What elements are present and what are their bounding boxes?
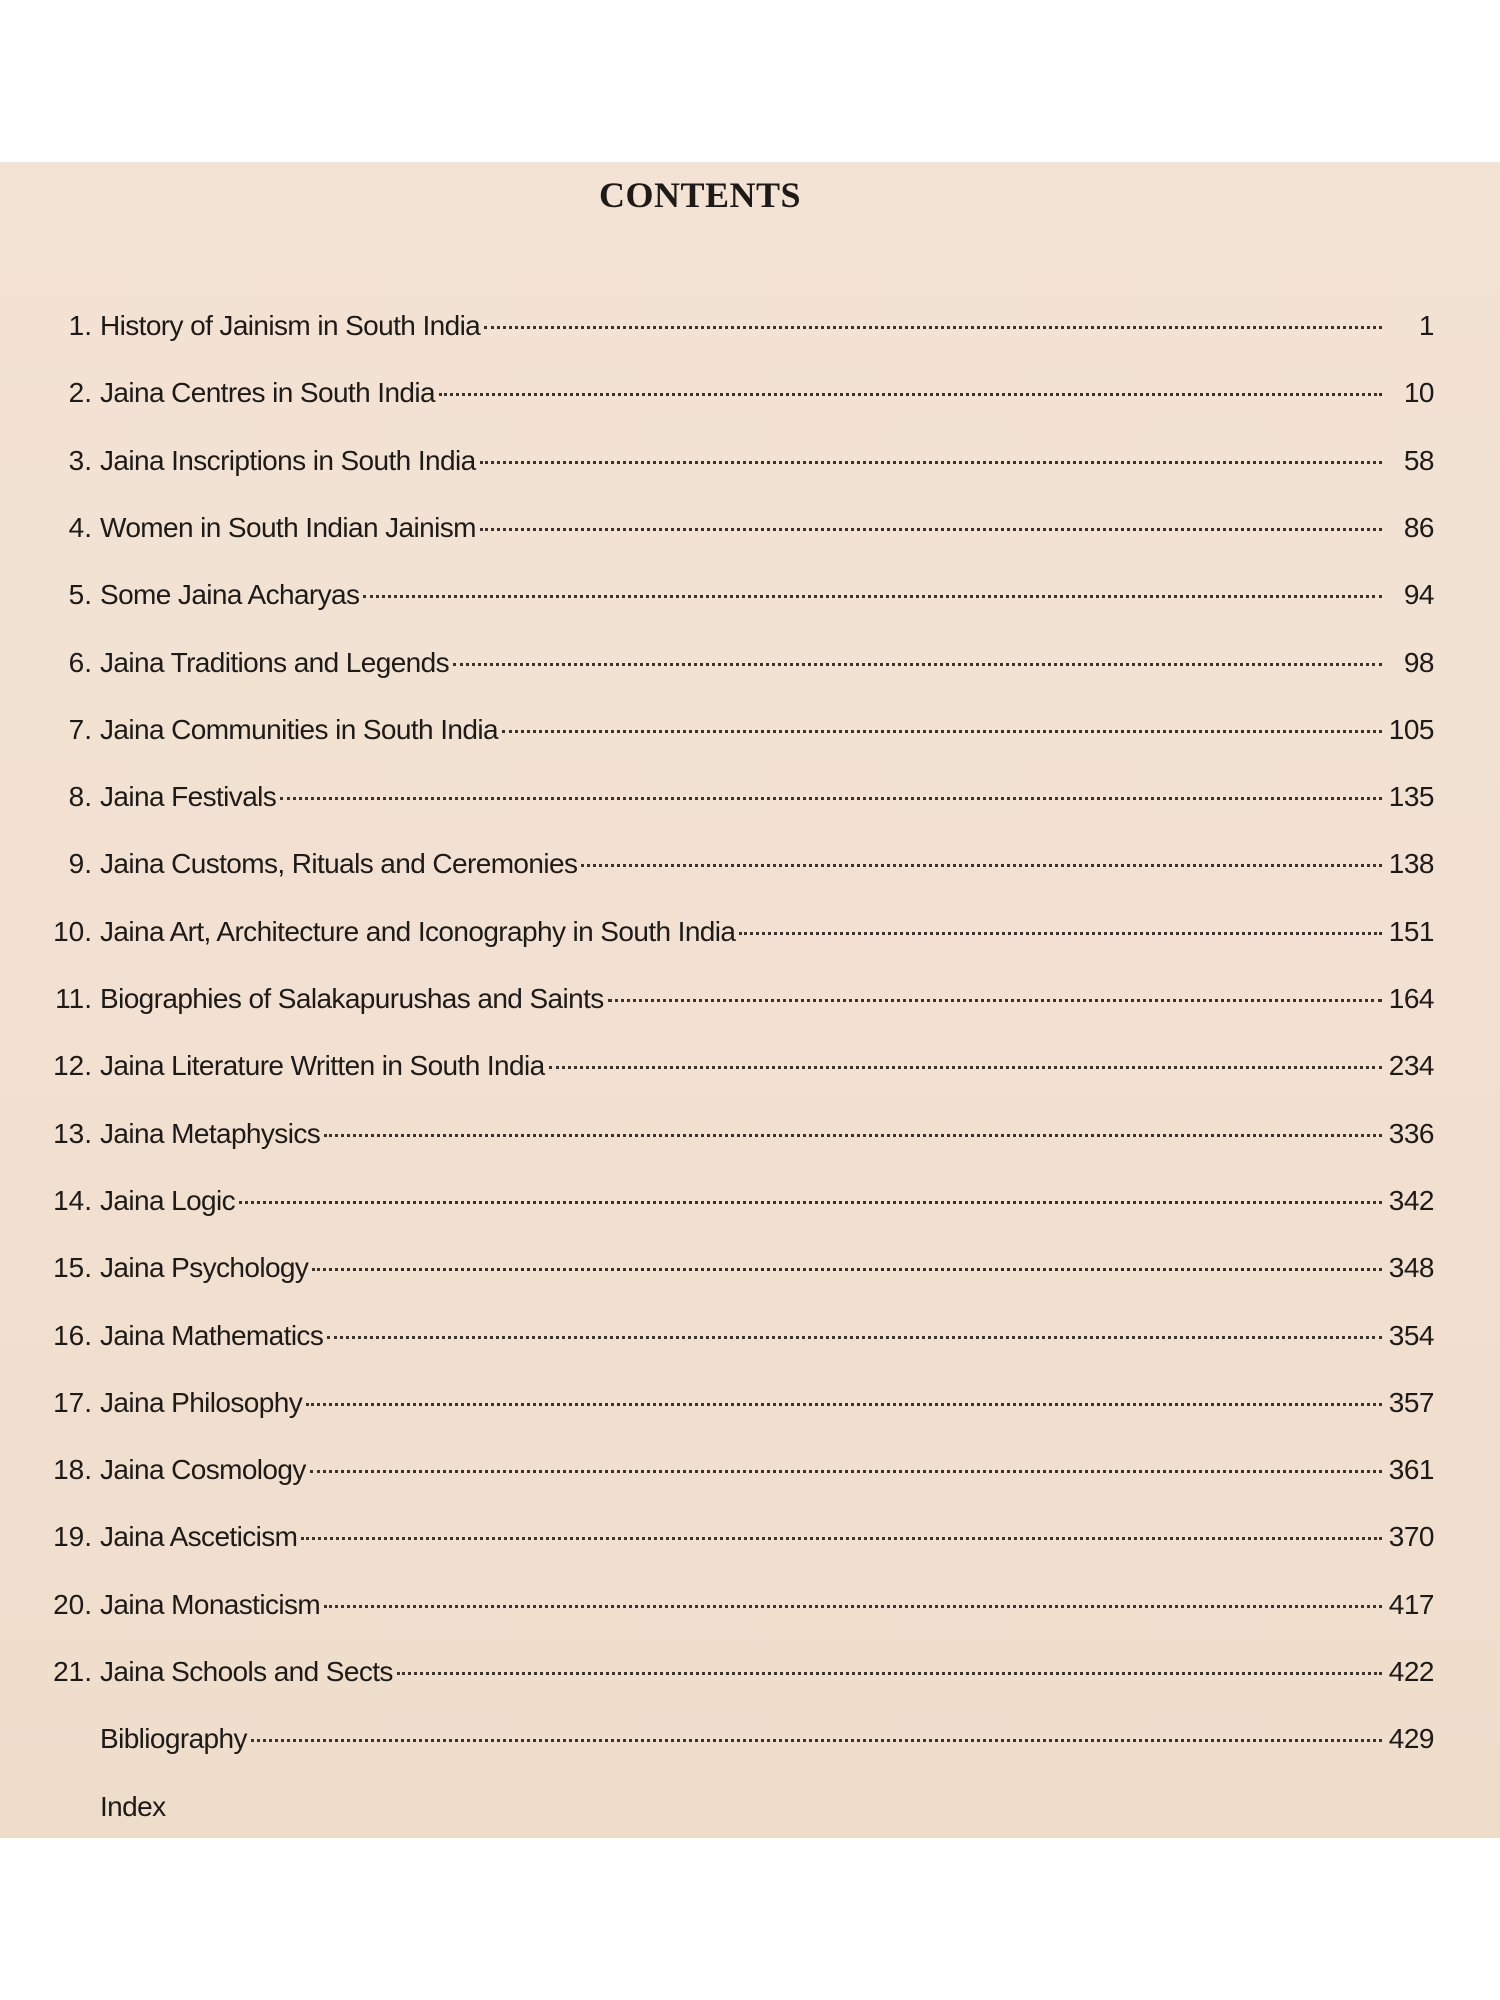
toc-entry-title: Biographies of Salakapurushas and Saints xyxy=(100,983,604,1014)
toc-entry xyxy=(0,781,1500,829)
toc-entry-title: Women in South Indian Jainism xyxy=(100,512,476,543)
toc-entry-number: 3. xyxy=(68,445,92,476)
toc-entry-page-number: 429 xyxy=(1388,1723,1434,1754)
page-title: CONTENTS xyxy=(598,175,802,215)
dot-leader xyxy=(306,1403,1382,1406)
dot-leader xyxy=(327,1336,1382,1339)
toc-entry-page-number: 422 xyxy=(1388,1656,1434,1687)
toc-entry xyxy=(0,848,1500,896)
dot-leader xyxy=(484,326,1382,329)
toc-entry xyxy=(0,1656,1500,1704)
toc-entry xyxy=(0,983,1500,1031)
toc-entry-title: Jaina Festivals xyxy=(100,781,277,812)
dot-leader xyxy=(502,730,1382,733)
toc-entry-title: Jaina Psychology xyxy=(100,1252,309,1283)
toc-entry-title: Jaina Customs, Rituals and Ceremonies xyxy=(100,848,578,879)
toc-entry-title: Jaina Communities in South India xyxy=(100,714,498,745)
scanned-page xyxy=(0,162,1500,1838)
dot-leader xyxy=(480,461,1382,464)
toc-entry xyxy=(0,1050,1500,1098)
toc-entry xyxy=(0,916,1500,964)
toc-entry-title: Jaina Literature Written in South India xyxy=(100,1050,545,1081)
toc-entry-title: Some Jaina Acharyas xyxy=(100,579,360,610)
toc-entry xyxy=(0,377,1500,425)
toc-entry-page-number: 354 xyxy=(1388,1320,1434,1351)
toc-entry-page-number: 1 xyxy=(1418,310,1434,341)
dot-leader xyxy=(363,595,1382,598)
toc-entry-page-number: 348 xyxy=(1388,1252,1434,1283)
dot-leader xyxy=(581,864,1382,867)
toc-entry-title: Jaina Schools and Sects xyxy=(100,1656,393,1687)
toc-entry-number: 21. xyxy=(53,1656,92,1687)
toc-entry-number: 1. xyxy=(68,310,92,341)
toc-entry-number: 15. xyxy=(53,1252,92,1283)
toc-entry xyxy=(0,1521,1500,1569)
toc-entry xyxy=(0,714,1500,762)
toc-entry-page-number: 98 xyxy=(1403,647,1434,678)
toc-entry-page-number: 105 xyxy=(1388,714,1434,745)
toc-entry xyxy=(0,445,1500,493)
toc-entry xyxy=(0,1454,1500,1502)
dot-leader xyxy=(324,1605,1382,1608)
toc-entry-number: 14. xyxy=(53,1185,92,1216)
toc-entry-title: Jaina Asceticism xyxy=(100,1521,298,1552)
toc-entry-number: 19. xyxy=(53,1521,92,1552)
toc-entry-page-number: 151 xyxy=(1388,916,1434,947)
toc-entry-page-number: 135 xyxy=(1388,781,1434,812)
toc-entry xyxy=(0,310,1500,358)
toc-entry-page-number: 164 xyxy=(1388,983,1434,1014)
toc-entry-number: 7. xyxy=(68,714,92,745)
toc-entry-title: Jaina Art, Architecture and Iconography in South India xyxy=(100,916,736,947)
toc-entry-number: 20. xyxy=(53,1589,92,1620)
toc-entry xyxy=(0,1387,1500,1435)
toc-entry xyxy=(0,1320,1500,1368)
toc-entry-number: 17. xyxy=(53,1387,92,1418)
toc-entry-page-number: 138 xyxy=(1388,848,1434,879)
dot-leader xyxy=(453,663,1382,666)
toc-entry-title: Jaina Mathematics xyxy=(100,1320,324,1351)
toc-entry-page-number: 86 xyxy=(1403,512,1434,543)
toc-entry-title: Jaina Monasticism xyxy=(100,1589,321,1620)
dot-leader xyxy=(301,1537,1382,1540)
toc-entry-number: 11. xyxy=(55,983,92,1014)
dot-leader xyxy=(439,393,1382,396)
toc-entry-title: Index xyxy=(100,1791,166,1822)
toc-entry-page-number: 370 xyxy=(1388,1521,1434,1552)
toc-entry-number: 9. xyxy=(68,848,92,879)
dot-leader xyxy=(280,797,1382,800)
dot-leader xyxy=(312,1268,1382,1271)
dot-leader xyxy=(324,1134,1382,1137)
toc-entry-page-number: 342 xyxy=(1388,1185,1434,1216)
toc-entry xyxy=(0,1118,1500,1166)
toc-entry-page-number: 58 xyxy=(1403,445,1434,476)
toc-entry xyxy=(0,1252,1500,1300)
toc-entry-title: Jaina Inscriptions in South India xyxy=(100,445,476,476)
dot-leader xyxy=(239,1201,1382,1204)
toc-entry xyxy=(0,1791,1500,1839)
toc-entry-page-number: 234 xyxy=(1388,1050,1434,1081)
toc-entry-title: Jaina Metaphysics xyxy=(100,1118,321,1149)
dot-leader xyxy=(739,932,1382,935)
toc-entry-number: 13. xyxy=(53,1118,92,1149)
toc-entry-number: 6. xyxy=(68,647,92,678)
toc-entry-number: 4. xyxy=(68,512,92,543)
toc-entry-number: 8. xyxy=(68,781,92,812)
dot-leader xyxy=(480,528,1382,531)
dot-leader xyxy=(549,1066,1382,1069)
toc-entry-title: Jaina Cosmology xyxy=(100,1454,306,1485)
dot-leader xyxy=(310,1470,1382,1473)
dot-leader xyxy=(608,999,1382,1002)
toc-entry-number: 5. xyxy=(68,579,92,610)
toc-entry xyxy=(0,579,1500,627)
toc-entry-page-number: 94 xyxy=(1403,579,1434,610)
toc-entry-title: Jaina Philosophy xyxy=(100,1387,303,1418)
toc-entry-title: Jaina Traditions and Legends xyxy=(100,647,450,678)
dot-leader xyxy=(251,1739,1382,1742)
toc-entry xyxy=(0,1185,1500,1233)
toc-entry-title: Bibliography xyxy=(100,1723,247,1754)
toc-entry-title: History of Jainism in South India xyxy=(100,310,481,341)
toc-entry-number: 2. xyxy=(68,377,92,408)
toc-entry xyxy=(0,647,1500,695)
toc-entry xyxy=(0,1723,1500,1771)
toc-entry-number: 12. xyxy=(53,1050,92,1081)
toc-entry-page-number: 336 xyxy=(1388,1118,1434,1149)
dot-leader xyxy=(397,1672,1382,1675)
toc-entry-title: Jaina Centres in South India xyxy=(100,377,435,408)
toc-entry-page-number: 417 xyxy=(1388,1589,1434,1620)
toc-entry-page-number: 361 xyxy=(1388,1454,1434,1485)
toc-entry-number: 16. xyxy=(53,1320,92,1351)
toc-entry-title: Jaina Logic xyxy=(100,1185,236,1216)
toc-entry xyxy=(0,1589,1500,1637)
toc-entry-page-number: 10 xyxy=(1403,377,1434,408)
toc-entry-number: 18. xyxy=(53,1454,92,1485)
toc-entry-page-number: 357 xyxy=(1388,1387,1434,1418)
toc-entry xyxy=(0,512,1500,560)
toc-entry-number: 10. xyxy=(53,916,92,947)
